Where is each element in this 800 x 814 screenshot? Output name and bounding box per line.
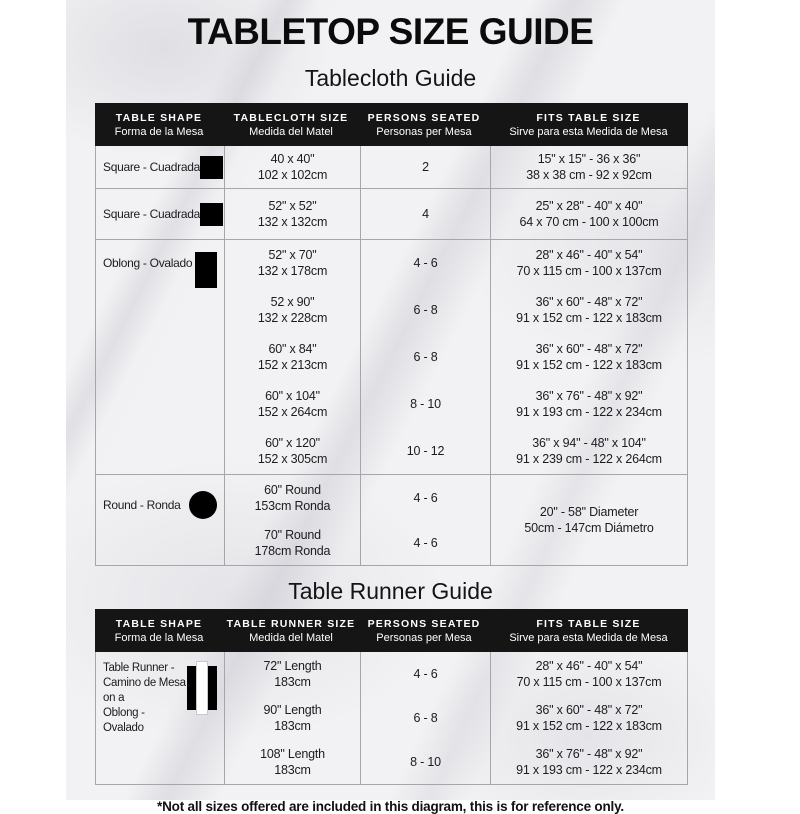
table-runner-icon	[187, 661, 217, 715]
header-label-es: Forma de la Mesa	[114, 631, 204, 644]
size-value: 70" Round 178cm Ronda	[254, 527, 331, 558]
table-runner-table	[95, 609, 688, 785]
circle-icon	[189, 491, 217, 519]
persons-value: 6 - 8	[413, 349, 438, 364]
fits-value: 36" x 76" - 48" x 92" 91 x 193 cm - 122 x 234cm	[516, 388, 662, 419]
persons-value: 4 - 6	[413, 667, 438, 681]
fits-value: 36" x 60" - 48" x 72" 91 x 152 cm - 122 x 183cm	[516, 703, 662, 733]
persons-value: 4 - 6	[413, 256, 438, 271]
header-label-es: Personas per Mesa	[376, 631, 472, 644]
persons-cell	[360, 652, 490, 784]
fits-value: 36" x 60" - 48" x 72" 91 x 152 cm - 122 x 183cm	[516, 295, 662, 326]
page-title: TABLETOP SIZE GUIDE	[187, 11, 594, 52]
persons-value: 4	[422, 207, 429, 221]
header-cell-fits-table-size	[489, 618, 688, 644]
fits-value: 15" x 15" - 36 x 36" 38 x 38 cm - 92 x 92cm	[526, 152, 652, 182]
header-label-en: PERSONS SEATED	[367, 111, 481, 124]
shape-cell	[96, 652, 224, 784]
header-cell-tablecloth-size	[223, 112, 359, 138]
size-cell	[224, 240, 360, 474]
persons-value: 2	[422, 160, 429, 174]
fits-value: 36" x 94" - 48" x 104" 91 x 239 cm - 122 x 264cm	[516, 435, 662, 466]
shape-label: Round - Ronda	[103, 498, 181, 512]
persons-value: 4 - 6	[413, 535, 438, 550]
size-value: 72" Length 183cm	[263, 659, 322, 689]
tablecloth-table-header	[95, 103, 688, 146]
size-value: 108" Length 183cm	[260, 747, 325, 777]
size-value: 52" x 52" 132 x 132cm	[257, 199, 328, 229]
marble-background	[66, 0, 715, 814]
header-cell-table-shape	[95, 618, 223, 644]
tablecloth-guide-title: Tablecloth Guide	[304, 65, 477, 91]
header-label-en: TABLE RUNNER SIZE	[226, 617, 356, 630]
fits-value: 36" x 60" - 48" x 72" 91 x 152 cm - 122 x 183cm	[516, 341, 662, 372]
header-cell-table-runner-size	[223, 618, 359, 644]
fits-cell	[490, 189, 687, 239]
persons-cell	[360, 475, 490, 565]
shape-cell	[96, 146, 224, 188]
size-value: 52" x 70" 132 x 178cm	[257, 248, 328, 279]
header-label-en: TABLECLOTH SIZE	[233, 111, 349, 124]
table-row-group-round	[96, 474, 687, 565]
header-cell-fits-table-size	[489, 112, 688, 138]
fits-value: 28" x 46" - 40" x 54" 70 x 115 cm - 100 x 137cm	[516, 248, 662, 279]
header-label-es: Sirve para esta Medida de Mesa	[509, 125, 668, 138]
size-value: 60" Round 153cm Ronda	[254, 482, 331, 513]
header-label-en: TABLE SHAPE	[115, 617, 203, 630]
fits-cell	[490, 240, 687, 474]
table-row-group-square-1	[96, 146, 687, 188]
persons-cell	[360, 189, 490, 239]
square-icon	[200, 156, 223, 179]
size-value: 60" x 84" 152 x 213cm	[257, 341, 328, 372]
size-cell	[224, 652, 360, 784]
fits-value: 28" x 46" - 40" x 54" 70 x 115 cm - 100 x 137cm	[516, 659, 662, 689]
fits-value: 36" x 76" - 48" x 92" 91 x 193 cm - 122 x 234cm	[516, 747, 662, 777]
header-cell-persons-seated	[359, 112, 489, 138]
table-runner-table-header	[95, 609, 688, 652]
persons-value: 6 - 8	[413, 711, 438, 725]
size-cell	[224, 475, 360, 565]
header-cell-persons-seated	[359, 618, 489, 644]
header-label-es: Medida del Matel	[249, 125, 333, 138]
footnote-text: *Not all sizes offered are included in this diagram, this is for reference only.	[157, 799, 624, 814]
table-runner-table-body	[95, 652, 688, 785]
shape-label: Square - Cuadrada	[103, 160, 200, 174]
shape-cell	[96, 475, 224, 565]
table-row-group-oblong	[96, 239, 687, 474]
header-label-es: Personas per Mesa	[376, 125, 472, 138]
persons-value: 10 - 12	[406, 443, 445, 458]
persons-value: 8 - 10	[410, 396, 441, 411]
persons-value: 4 - 6	[413, 490, 438, 505]
persons-value: 8 - 10	[410, 755, 441, 769]
table-row-group-square-2	[96, 188, 687, 239]
shape-cell	[96, 189, 224, 239]
oblong-icon	[195, 252, 217, 288]
fits-cell-merged	[490, 475, 687, 565]
size-value: 40 x 40" 102 x 102cm	[257, 152, 328, 182]
header-label-en: PERSONS SEATED	[367, 617, 481, 630]
size-value: 52 x 90" 132 x 228cm	[257, 295, 328, 326]
header-label-en: TABLE SHAPE	[115, 111, 203, 124]
square-icon	[200, 203, 223, 226]
shape-label: Table Runner - Camino de Mesa on a Oblong - Ovalado	[103, 662, 186, 734]
tablecloth-table	[95, 103, 688, 566]
shape-label: Square - Cuadrada	[103, 207, 200, 221]
fits-value: 20" - 58" Diameter 50cm - 147cm Diámetro	[524, 505, 654, 535]
persons-cell	[360, 146, 490, 188]
header-label-en: FITS TABLE SIZE	[536, 111, 641, 124]
header-label-es: Medida del Matel	[249, 631, 333, 644]
header-label-es: Sirve para esta Medida de Mesa	[509, 631, 668, 644]
header-cell-table-shape	[95, 112, 223, 138]
header-label-es: Forma de la Mesa	[114, 125, 204, 138]
fits-value: 25" x 28" - 40" x 40" 64 x 70 cm - 100 x 100cm	[519, 199, 659, 229]
tablecloth-table-body	[95, 146, 688, 566]
header-label-en: FITS TABLE SIZE	[536, 617, 641, 630]
shape-label: Oblong - Ovalado	[103, 256, 193, 270]
size-value: 60" x 120" 152 x 305cm	[257, 435, 328, 466]
fits-cell	[490, 146, 687, 188]
persons-value: 6 - 8	[413, 303, 438, 318]
table-row-group-runner	[96, 652, 687, 784]
shape-cell	[96, 240, 224, 474]
size-value: 60" x 104" 152 x 264cm	[257, 388, 328, 419]
size-cell	[224, 189, 360, 239]
size-value: 90" Length 183cm	[263, 703, 322, 733]
fits-cell	[490, 652, 687, 784]
size-cell	[224, 146, 360, 188]
table-runner-guide-title: Table Runner Guide	[288, 578, 493, 604]
persons-cell	[360, 240, 490, 474]
